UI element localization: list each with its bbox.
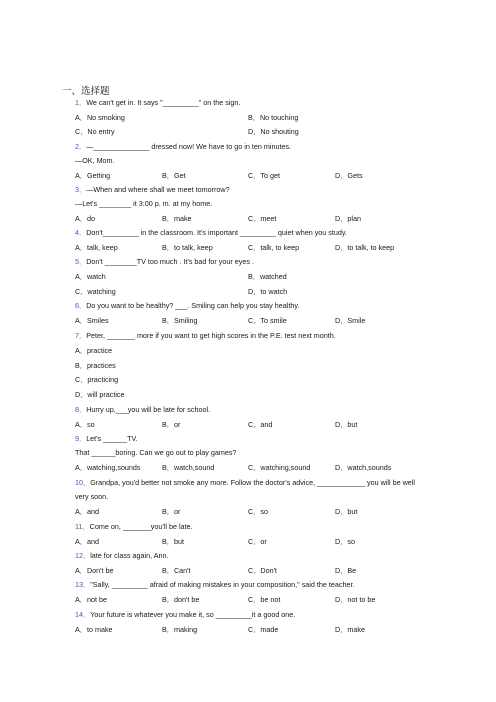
question-number: 2．: [75, 142, 87, 151]
option-c[interactable]: C．or: [248, 537, 267, 546]
option-a[interactable]: A．and: [75, 537, 99, 546]
option-a[interactable]: A．watch: [75, 272, 106, 281]
question-text: late for class again, Ann.: [90, 551, 169, 560]
question-9: [75, 432, 456, 447]
option-c[interactable]: C．No entry: [75, 127, 115, 136]
option-b[interactable]: B．practices: [75, 361, 116, 370]
option-b[interactable]: B．watch,sound: [162, 463, 215, 472]
question-text: Hurry up,___you will be late for school.: [86, 405, 211, 414]
question-2: [75, 140, 456, 155]
question-9-line-2: That ______boring. Can we go out to play games?: [75, 448, 237, 457]
question-text: Come on, _______you'll be late.: [89, 522, 193, 531]
option-d[interactable]: D．Gets: [335, 171, 363, 180]
question-text: Don't_________ in the classroom. It's important _________ quiet when you study.: [86, 228, 347, 237]
option-c[interactable]: C．practicing: [75, 375, 119, 384]
option-a[interactable]: A．so: [75, 420, 95, 429]
option-a[interactable]: A．Smiles: [75, 316, 109, 325]
question-2-line-2: —OK, Mom.: [75, 156, 115, 165]
option-b[interactable]: B．Can't: [162, 566, 191, 575]
option-d[interactable]: D．No shouting: [248, 127, 299, 136]
question-4: [75, 226, 456, 241]
option-d[interactable]: D．but: [335, 507, 358, 516]
question-3-line-2: —Let's ________ it 3:00 p. m. at my home.: [75, 199, 213, 208]
option-a[interactable]: A．not be: [75, 595, 107, 604]
question-text: Do you want to be healthy? ___. Smiling can help you stay healthy.: [86, 301, 300, 310]
option-a[interactable]: A．Getting: [75, 171, 111, 180]
option-a[interactable]: A．do: [75, 214, 95, 223]
question-number: 5．: [75, 257, 87, 266]
section-title: 一、选择题: [62, 86, 110, 97]
question-7: [75, 329, 456, 344]
option-d[interactable]: D．watch,sounds: [335, 463, 392, 472]
question-6: [75, 299, 456, 314]
option-c[interactable]: C．watching: [75, 287, 116, 296]
option-d[interactable]: D．plan: [335, 214, 361, 223]
question-number: 8．: [75, 405, 87, 414]
question-number: 1．: [75, 98, 87, 107]
option-b[interactable]: B．or: [162, 420, 181, 429]
question-10: [75, 476, 420, 504]
question-13: [75, 578, 456, 593]
option-c[interactable]: C．watching,sound: [248, 463, 311, 472]
question-text: Grandpa, you'd better not smoke any more. Follow the doctor's advice, ____________ you will be well very soon.: [75, 478, 415, 501]
question-3: [75, 183, 456, 198]
option-b[interactable]: B．watched: [248, 272, 287, 281]
option-b[interactable]: B．make: [162, 214, 192, 223]
question-text: —______________ dressed now! We have to go in ten minutes.: [86, 142, 292, 151]
question-14: [75, 608, 456, 623]
question-11: [75, 520, 456, 535]
question-number: 9．: [75, 434, 87, 443]
option-c[interactable]: C．talk, to keep: [248, 243, 300, 252]
option-b[interactable]: B．to talk, keep: [162, 243, 213, 252]
option-c[interactable]: C．To get: [248, 171, 280, 180]
question-1: [75, 96, 456, 111]
option-d[interactable]: D．will practice: [75, 390, 125, 399]
option-d[interactable]: D．but: [335, 420, 358, 429]
question-text: Let's ______TV.: [86, 434, 138, 443]
option-a[interactable]: A．talk, keep: [75, 243, 118, 252]
question-number: 4．: [75, 228, 87, 237]
option-a[interactable]: A．practice: [75, 346, 113, 355]
question-text: We can't get in. It says "_________" on the sign.: [86, 98, 241, 107]
question-5: [75, 255, 456, 270]
option-a[interactable]: A．Don't be: [75, 566, 114, 575]
question-number: 14．: [75, 610, 91, 619]
option-b[interactable]: B．but: [162, 537, 184, 546]
option-a[interactable]: A．to make: [75, 625, 113, 634]
question-text: Peter, _______ more if you want to get high scores in the P.E. test next month.: [86, 331, 336, 340]
question-text: Don't ________TV too much . It's bad for your eyes .: [86, 257, 254, 266]
option-b[interactable]: B．Smiling: [162, 316, 198, 325]
option-c[interactable]: C．made: [248, 625, 279, 634]
option-b[interactable]: B．Get: [162, 171, 186, 180]
option-c[interactable]: C．so: [248, 507, 268, 516]
option-d[interactable]: D．to talk, to keep: [335, 243, 395, 252]
option-d[interactable]: D．Be: [335, 566, 357, 575]
question-number: 10．: [75, 478, 91, 487]
option-c[interactable]: C．To smile: [248, 316, 287, 325]
option-a[interactable]: A．watching,sounds: [75, 463, 141, 472]
question-8: [75, 403, 456, 418]
question-number: 11．: [75, 522, 90, 531]
option-a[interactable]: A．and: [75, 507, 99, 516]
option-b[interactable]: B．No touching: [248, 113, 299, 122]
option-d[interactable]: D．make: [335, 625, 365, 634]
option-d[interactable]: D．to watch: [248, 287, 288, 296]
question-number: 13．: [75, 580, 91, 589]
option-c[interactable]: C．and: [248, 420, 273, 429]
question-number: 12．: [75, 551, 91, 560]
option-d[interactable]: D．so: [335, 537, 355, 546]
question-number: 3．: [75, 185, 87, 194]
option-a[interactable]: A．No smoking: [75, 113, 125, 122]
option-c[interactable]: C．meet: [248, 214, 277, 223]
question-number: 6．: [75, 301, 87, 310]
option-b[interactable]: B．don't be: [162, 595, 200, 604]
question-text: —When and where shall we meet tomorrow?: [86, 185, 230, 194]
option-c[interactable]: C．Don't: [248, 566, 277, 575]
option-d[interactable]: D．Smile: [335, 316, 366, 325]
option-c[interactable]: C．be not: [248, 595, 281, 604]
option-b[interactable]: B．or: [162, 507, 181, 516]
question-number: 7．: [75, 331, 87, 340]
question-text: Your future is whatever you make it, so _________it a good one.: [90, 610, 296, 619]
question-text: "Sally, _________ afraid of making mistakes in your composition," said the teacher.: [90, 580, 355, 589]
option-d[interactable]: D．not to be: [335, 595, 376, 604]
question-12: [75, 549, 456, 564]
option-b[interactable]: B．making: [162, 625, 198, 634]
